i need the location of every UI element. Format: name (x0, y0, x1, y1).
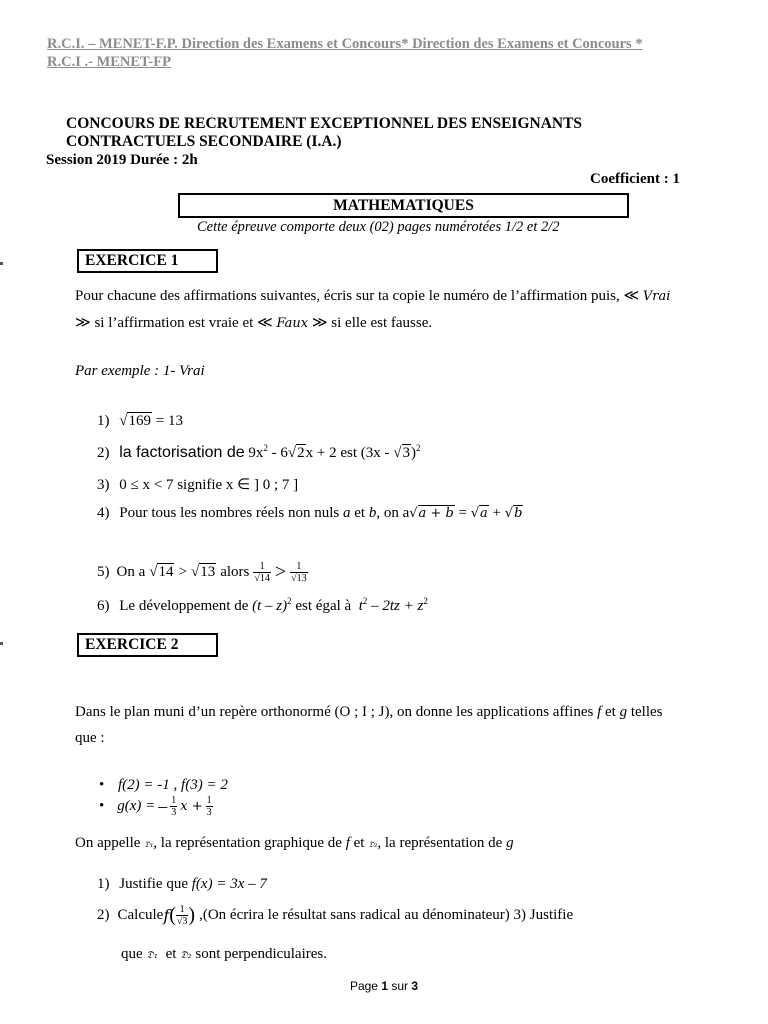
statement-2-d: ) (411, 445, 416, 461)
statement-4-rad2: a (480, 506, 488, 521)
exercise-2-f: f (597, 704, 602, 720)
d2-symbol: 𝔇₂ (368, 840, 378, 849)
appel-b: , la représentation graphique de (153, 835, 342, 851)
statement-4-eq: = (458, 505, 467, 521)
q3-que: que (121, 946, 143, 962)
statement-5-alors: alors (220, 563, 250, 580)
statement-6-mid: est égal à (295, 598, 352, 614)
pages-note: Cette épreuve comporte deux (02) pages numérotées 1/2 et 2/2 (197, 219, 560, 235)
bullet-2-frac-1: $\frac{1}{3}$ (171, 795, 177, 818)
statement-5-rad1: 14 (158, 563, 174, 580)
statement-1-number: 1) (97, 413, 110, 429)
exercise-2-heading-label: EXERCICE 2 (85, 636, 179, 653)
statement-6-r1: t (358, 598, 363, 614)
appel-et: et (353, 835, 365, 851)
statement-5-number: 5) (97, 563, 110, 580)
d1-symbol: 𝔇₁ (144, 840, 154, 849)
question-2-frac: $\frac{1}{√3}$ (176, 903, 188, 927)
statement-2-text: la factorisation de (119, 444, 245, 461)
question-2-text: Calcule (117, 906, 164, 923)
bullet-1 (99, 777, 228, 794)
statement-2-number: 2) (97, 445, 110, 461)
statement-6 (97, 596, 428, 615)
footer-page-total: 3 (411, 979, 419, 993)
footer-page-number: 1 (381, 979, 388, 993)
statement-4-a: a (342, 505, 351, 521)
exercise-2-intro-line-1 (75, 704, 663, 721)
subject-title: MATHEMATIQUES (333, 197, 474, 214)
title-line-1: CONCOURS DE RECRUTEMENT EXCEPTIONNEL DES ENSEIGNANTS (66, 115, 583, 132)
exercise-2-intro-line-2: que : (75, 730, 105, 746)
statement-5-frac-2: $\frac{1}{√13}$ (291, 560, 307, 584)
intro-vrai: Vrai (642, 289, 671, 304)
appel-c: , la représentation de (377, 835, 503, 851)
title-line-2: CONTRACTUELS SECONDAIRE (I.A.) (66, 133, 342, 150)
footer-sur: sur (391, 979, 409, 993)
statement-6-sup: 2 (287, 596, 292, 606)
header-line-2: R.C.I .- MENET-FP (47, 54, 171, 70)
exercise-2-intro-a: Dans le plan muni d’un repère orthonormé (O ; I ; J), on donne les applications affines (75, 704, 594, 720)
exercise-2-g: g (619, 704, 628, 720)
statement-2-b: - 6 (271, 445, 288, 461)
intro-text-c: ≫ si elle est fausse. (311, 315, 433, 331)
statement-6-r2: – 2tz + z (371, 598, 424, 614)
question-2-number: 2) (97, 906, 110, 923)
question-2-rest: ,(On écrira le résultat sans radical au dénominateur) 3) Justifie (199, 906, 574, 923)
exercise-1-intro-line-1 (75, 286, 670, 305)
question-1 (97, 876, 267, 893)
q3-et: et (165, 946, 177, 962)
statement-1-radicand: 169 (128, 413, 151, 429)
bullet-1-text: f(2) = -1 , f(3) = 2 (118, 777, 228, 793)
statement-2-rad: 2 (297, 445, 305, 461)
margin-mark (0, 642, 3, 645)
statement-1-rest: = 13 (155, 413, 183, 429)
footer-page-label: Page (349, 979, 378, 993)
q3-d1-symbol: 𝔇₁ (146, 950, 158, 961)
question-2: 2) Calcule f ( $\frac{1}{√3}$ ) ,(On écrira le résultat sans radical au dénominateur) 3) Justifie (97, 903, 574, 927)
statement-3-number: 3) (97, 477, 110, 493)
coefficient: Coefficient : 1 (590, 171, 680, 187)
exercise-2-et: et (605, 704, 616, 720)
statement-4-rad3: b (514, 506, 523, 521)
question-1-number: 1) (97, 876, 110, 892)
statement-2-sup2: 2 (416, 443, 421, 453)
example: Par exemple : 1- Vrai (75, 363, 205, 379)
statement-6-text: Le développement de (119, 598, 249, 614)
bullet-2 (99, 795, 213, 818)
exercise-1-intro-line-2 (75, 313, 432, 332)
statement-4: 4) Pour tous les nombres réels non nuls a et b, on a√a + b = √a + √b (97, 505, 523, 521)
appel-a: On appelle (75, 835, 141, 851)
exercise-2-telles: telles (630, 704, 663, 720)
statement-5: 5) On a √14 > √13 alors $\frac{1}{√14}$ > $\frac{1}{√13}$ (97, 560, 307, 584)
statement-5-frac-1: $\frac{1}{√14}$ (254, 560, 270, 584)
header-line-1: R.C.I. – MENET-F.P. Direction des Examens et Concours* Direction des Examens et Concours * (47, 36, 643, 52)
statement-2: 2) la factorisation de $9x^2 - 6√2x + 2$ est (3x - √3)$^2$ (97, 443, 421, 461)
statement-5-rad2: 13 (200, 563, 216, 580)
subject-box (178, 193, 629, 218)
statement-4-rad1: a + b (418, 506, 454, 521)
statement-4-text: Pour tous les nombres réels non nuls (119, 505, 340, 521)
statement-2-sup: 2 (263, 443, 268, 453)
statement-4-b: b (368, 505, 377, 521)
appel-line (75, 835, 514, 852)
statement-2-a: 9x (248, 445, 264, 461)
q3-rest: sont perpendiculaires. (195, 946, 327, 962)
statement-4-plus: + (492, 505, 502, 521)
bullet-dot: • (99, 777, 105, 793)
intro-text-b: ≫ si l’affirmation est vraie et ≪ (75, 315, 273, 331)
intro-faux: Faux (276, 316, 309, 331)
statement-5-gt: > (178, 563, 187, 580)
statement-6-sup3: 2 (423, 596, 428, 606)
statement-3-text: 0 ≤ x < 7 signifie x ∈ ] 0 ; 7 ] (119, 477, 299, 493)
question-3-continuation (121, 946, 327, 963)
margin-mark (0, 262, 3, 265)
exercise-1-heading-label: EXERCICE 1 (85, 252, 179, 269)
statement-6-sup2: 2 (362, 596, 368, 606)
question-2-f: f (163, 905, 170, 925)
statement-1: 1) √169 = 13 (97, 413, 183, 429)
session-duration: Session 2019 Durée : 2h (46, 152, 198, 168)
bullet-2-lhs: g(x) = (117, 798, 156, 814)
exercise-1-heading (77, 249, 218, 273)
statement-5-gt2: > (274, 560, 287, 583)
statement-6-expr: (t – z) (252, 598, 288, 614)
question-1-text: Justifie que (119, 876, 188, 892)
statement-3 (97, 475, 298, 494)
bullet-2-x: x + (180, 799, 203, 814)
exercise-2-heading (77, 633, 218, 657)
appel-g: g (506, 835, 514, 851)
bullet-dot: • (99, 798, 105, 814)
statement-4-number: 4) (97, 505, 110, 521)
intro-text-a: Pour chacune des affirmations suivantes, écris sur ta copie le numéro de l’affirmation puis, ≪ (75, 288, 640, 304)
statement-2-rad2: 3 (402, 445, 410, 461)
statement-4-on: , on a (376, 505, 410, 521)
bullet-2-minus: – (158, 796, 168, 816)
statement-5-on: On a (116, 563, 146, 580)
statement-2-c: x + 2 est (3x - (305, 445, 390, 461)
q3-d2-symbol: 𝔇₂ (180, 950, 192, 961)
statement-4-et: et (354, 505, 366, 521)
question-1-expr: f(x) = 3x – 7 (191, 876, 267, 892)
statement-6-number: 6) (97, 598, 110, 614)
bullet-2-frac-2: $\frac{1}{3}$ (206, 795, 212, 818)
page-footer (0, 979, 768, 993)
appel-f: f (345, 835, 350, 851)
